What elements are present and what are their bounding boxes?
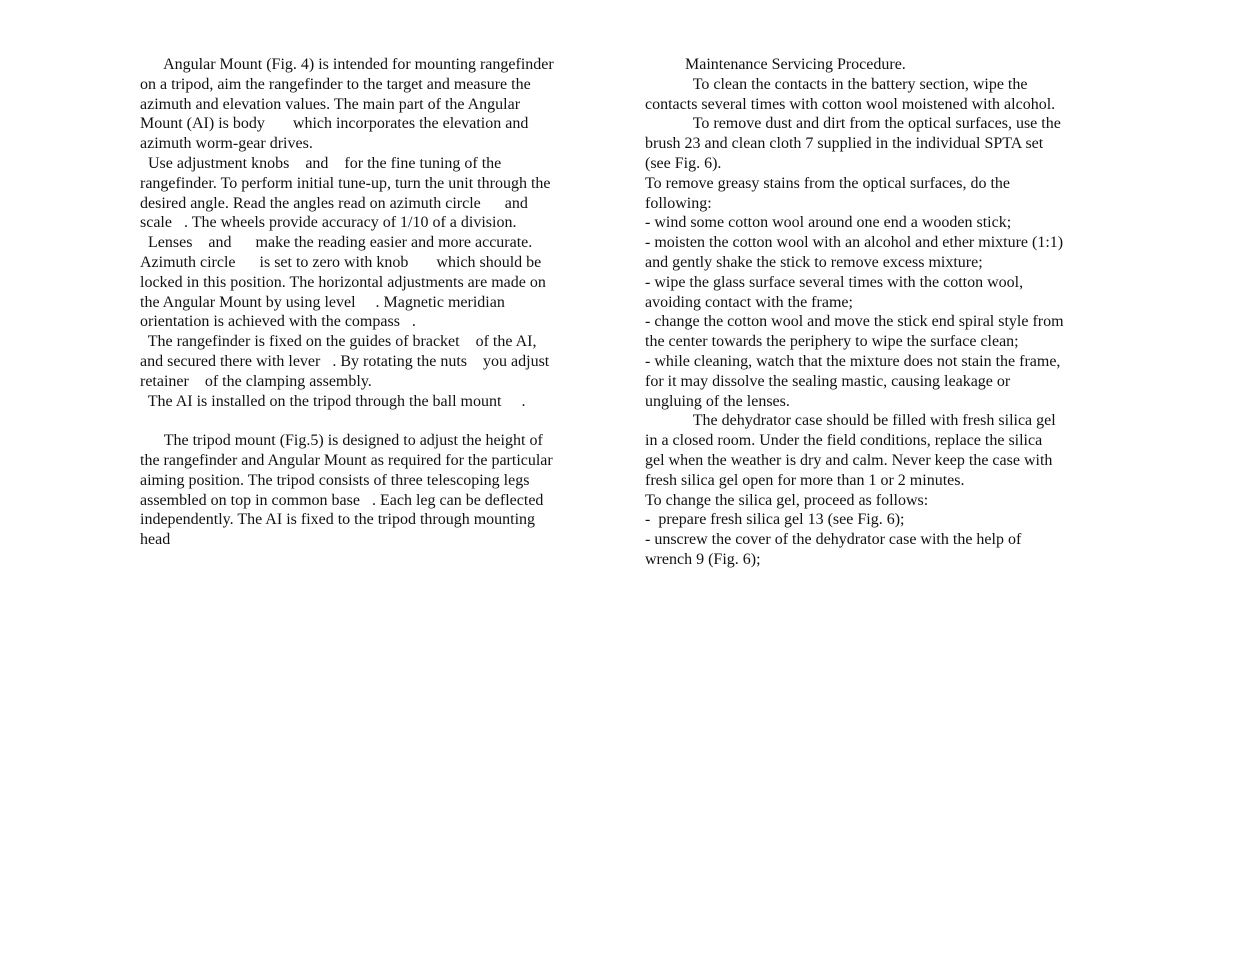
list-item: - unscrew the cover of the dehydrator case with the help of bbox=[645, 531, 1022, 549]
text-line: fresh silica gel open for more than 1 or 2 minutes. bbox=[645, 471, 965, 489]
text-line: Use adjustment knobs and for the fine tuning of the bbox=[140, 154, 502, 172]
text-line: ungluing of the lenses. bbox=[645, 392, 790, 410]
list-item: - while cleaning, watch that the mixture does not stain the frame, bbox=[645, 352, 1061, 370]
left-text-column bbox=[140, 55, 600, 550]
list-item: - wipe the glass surface several times with the cotton wool, bbox=[645, 273, 1024, 291]
text-line: aiming position. The tripod consists of three telescoping legs bbox=[140, 471, 530, 489]
text-line: on a tripod, aim the rangefinder to the target and measure the bbox=[140, 75, 531, 93]
right-text-column bbox=[645, 55, 1105, 570]
list-item: - moisten the cotton wool with an alcohol and ether mixture (1:1) bbox=[645, 234, 1064, 252]
text-line: avoiding contact with the frame; bbox=[645, 293, 853, 311]
list-item: - prepare fresh silica gel 13 (see Fig. 6); bbox=[645, 511, 905, 529]
text-line: The AI is installed on the tripod through the ball mount . bbox=[140, 392, 526, 410]
text-line: locked in this position. The horizontal adjustments are made on bbox=[140, 273, 546, 291]
text-line: (see Fig. 6). bbox=[645, 154, 722, 172]
text-line: The dehydrator case should be filled with fresh silica gel bbox=[645, 412, 1056, 430]
list-item: - change the cotton wool and move the stick end spiral style from bbox=[645, 313, 1064, 331]
text-line: The rangefinder is fixed on the guides of bracket of the AI, bbox=[140, 333, 537, 351]
text-line: the center towards the periphery to wipe the surface clean; bbox=[645, 333, 1019, 351]
text-line: To remove dust and dirt from the optical surfaces, use the bbox=[645, 115, 1061, 133]
text-line: wrench 9 (Fig. 6); bbox=[645, 550, 761, 568]
text-line: rangefinder. To perform initial tune-up, turn the unit through the bbox=[140, 174, 551, 192]
text-line: gel when the weather is dry and calm. Never keep the case with bbox=[645, 451, 1053, 469]
section-heading: Maintenance Servicing Procedure. bbox=[645, 56, 906, 73]
text-line: desired angle. Read the angles read on azimuth circle and bbox=[140, 194, 528, 212]
text-line: Mount (AI) is body which incorporates the elevation and bbox=[140, 115, 529, 133]
text-line: To change the silica gel, proceed as follows: bbox=[645, 491, 929, 509]
text-line: and secured there with lever . By rotating the nuts you adjust bbox=[140, 352, 550, 370]
text-line: To clean the contacts in the battery section, wipe the bbox=[645, 75, 1028, 93]
text-line: orientation is achieved with the compass . bbox=[140, 313, 416, 331]
text-line: The tripod mount (Fig.5) is designed to adjust the height of bbox=[140, 432, 543, 450]
blank-line bbox=[140, 411, 600, 431]
text-line: Lenses and make the reading easier and more accurate. bbox=[140, 234, 533, 252]
text-line: the Angular Mount by using level . Magnetic meridian bbox=[140, 293, 505, 311]
list-item: - wind some cotton wool around one end a wooden stick; bbox=[645, 214, 1012, 232]
text-line: Azimuth circle is set to zero with knob which should be bbox=[140, 253, 542, 271]
text-line: Angular Mount (Fig. 4) is intended for mounting rangefinder bbox=[140, 56, 554, 73]
text-line: in a closed room. Under the field conditions, replace the silica bbox=[645, 432, 1043, 450]
text-line: following: bbox=[645, 194, 712, 212]
text-line: brush 23 and clean cloth 7 supplied in the individual SPTA set bbox=[645, 135, 1044, 153]
text-line: retainer of the clamping assembly. bbox=[140, 372, 372, 390]
text-line: azimuth and elevation values. The main part of the Angular bbox=[140, 95, 521, 113]
text-line: the rangefinder and Angular Mount as required for the particular bbox=[140, 451, 553, 469]
text-line: contacts several times with cotton wool moistened with alcohol. bbox=[645, 95, 1056, 113]
text-line: independently. The AI is fixed to the tripod through mounting bbox=[140, 511, 536, 529]
text-line: scale . The wheels provide accuracy of 1/10 of a division. bbox=[140, 214, 517, 232]
text-line: for it may dissolve the sealing mastic, causing leakage or bbox=[645, 372, 1011, 390]
text-line: head bbox=[140, 531, 171, 549]
text-line: To remove greasy stains from the optical surfaces, do the bbox=[645, 174, 1010, 192]
text-line: azimuth worm-gear drives. bbox=[140, 135, 313, 153]
text-line: and gently shake the stick to remove excess mixture; bbox=[645, 253, 983, 271]
text-line: assembled on top in common base . Each leg can be deflected bbox=[140, 491, 544, 509]
